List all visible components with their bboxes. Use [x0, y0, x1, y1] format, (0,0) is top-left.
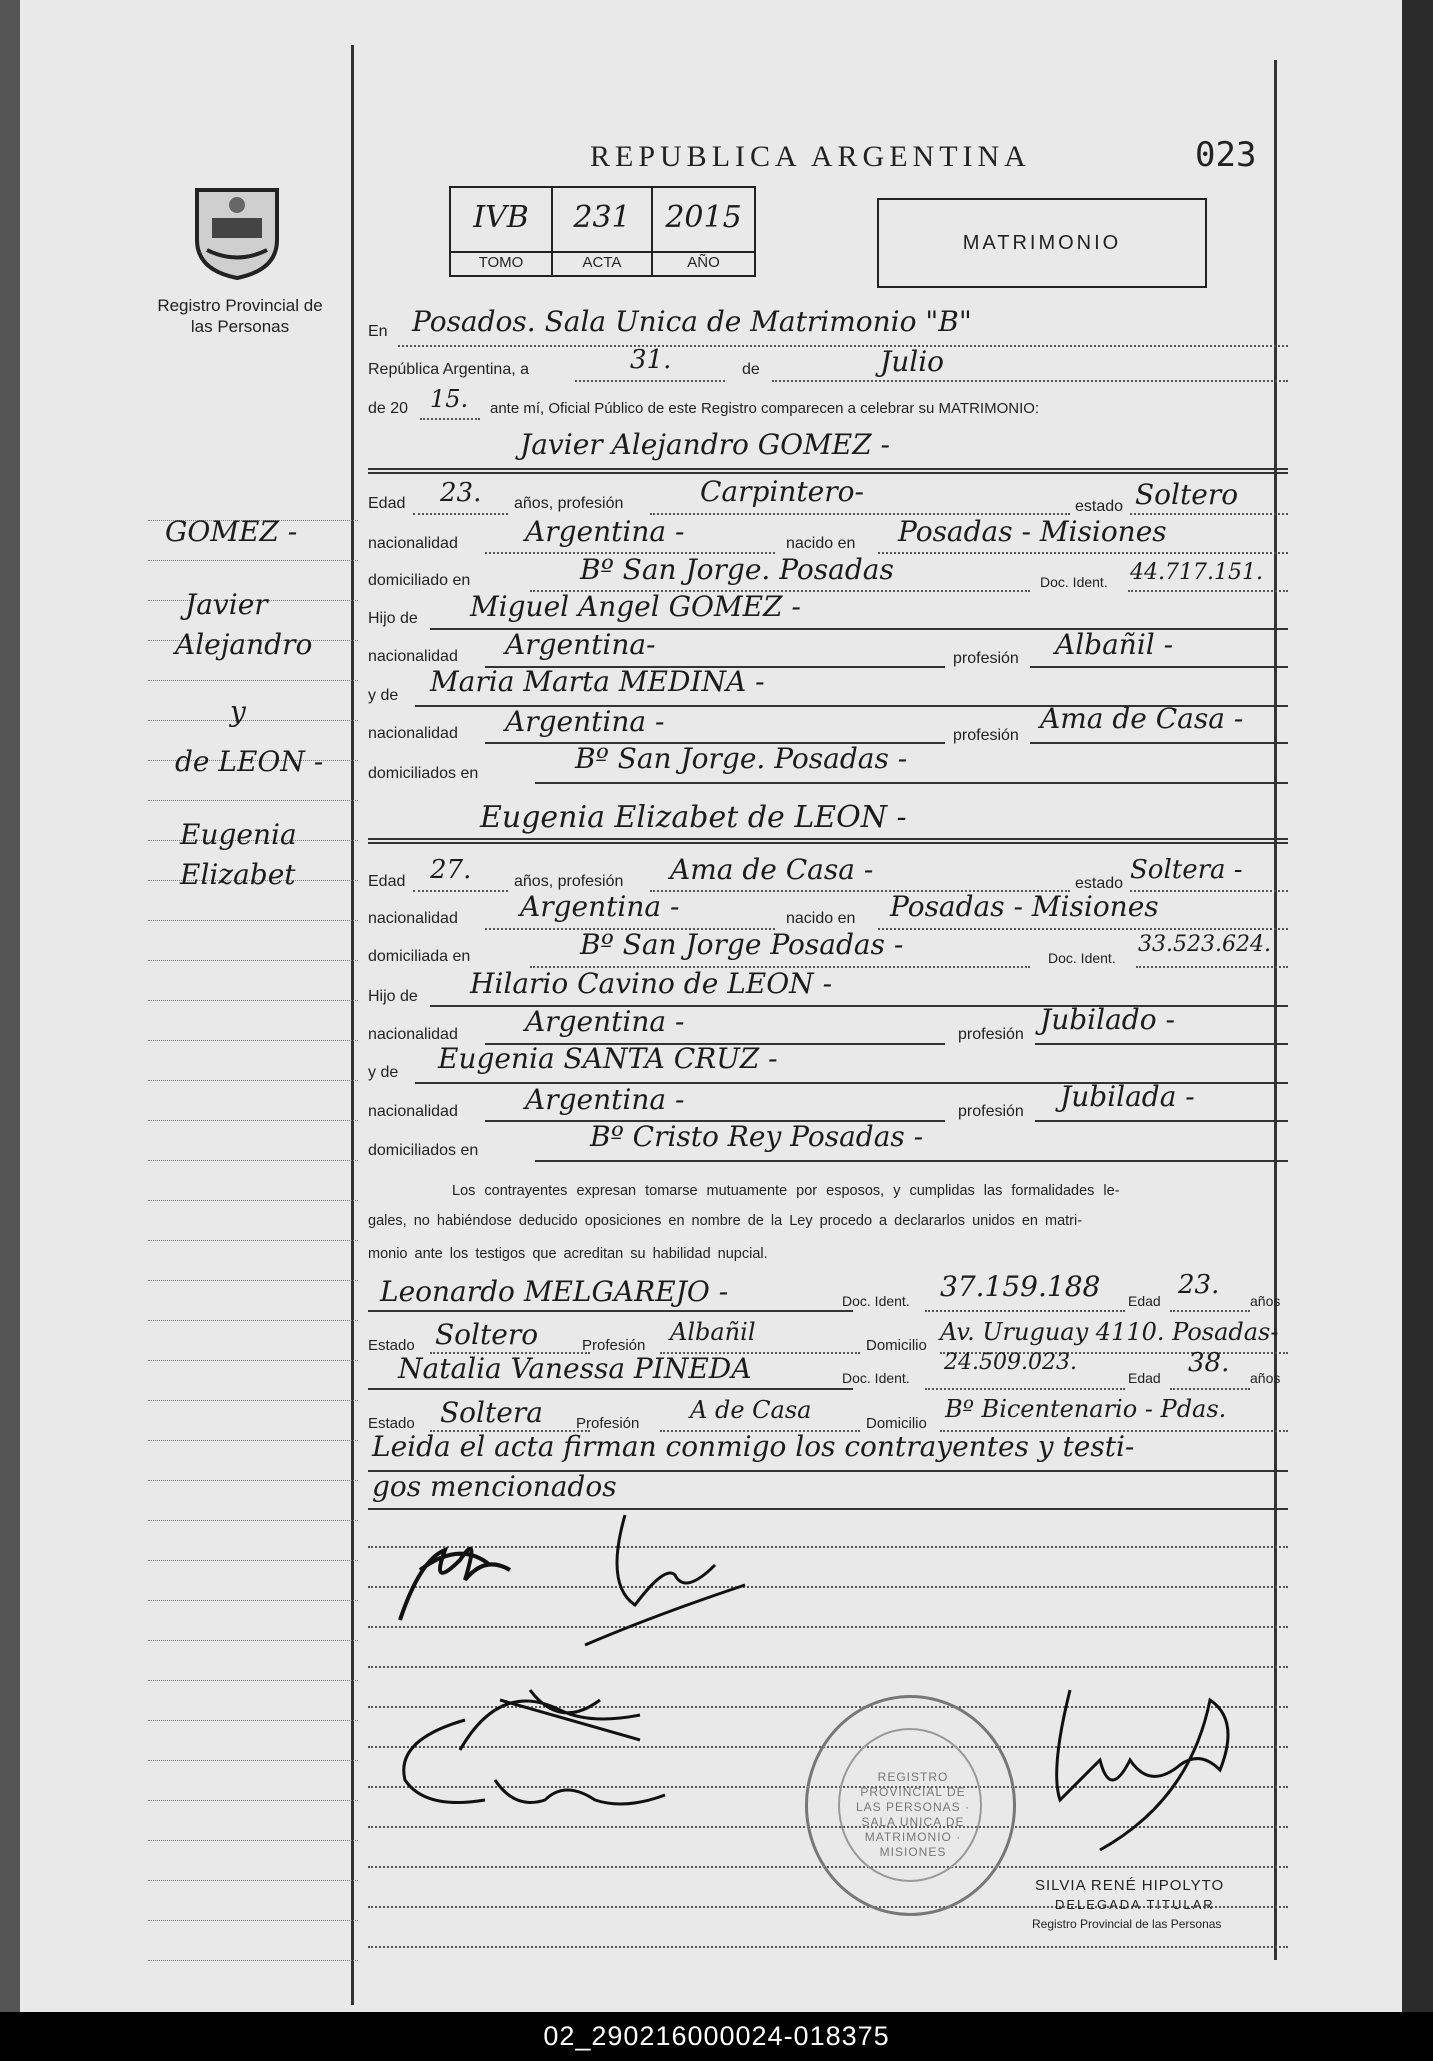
groom-nac-label: nacionalidad [368, 535, 458, 552]
left-page-edge [0, 0, 20, 2012]
witness-2-edad-label: Edad [1128, 1370, 1161, 1386]
republica-label: República Argentina, a [368, 361, 529, 378]
bride-parents-dom-label: domiciliados en [368, 1142, 479, 1159]
witness-1-estado: Soltero [435, 1318, 539, 1351]
bride-edad-label: Edad [368, 873, 406, 890]
declaration-line-2: gales, no habiéndose deducido oposiciones en nombre de la Ley procedo a declararlos unidos en matri- [368, 1213, 1083, 1229]
groom-nacionalidad: Argentina - [525, 515, 685, 548]
province-seal-icon [182, 180, 292, 280]
margin-note-first: Javier [185, 588, 268, 621]
groom-father-prof: Albañil - [1055, 628, 1174, 661]
acta-label: ACTA [582, 254, 622, 271]
bride-dom-label: domiciliada en [368, 948, 471, 965]
month-value: Julio [880, 345, 945, 378]
margin-note-bride-second: Elizabet [180, 858, 296, 891]
margin-note-bride-surname: de LEON - [175, 745, 324, 778]
en-label: En [368, 323, 388, 340]
signature-official [1040, 1680, 1250, 1860]
witness-2-doc-label: Doc. Ident. [842, 1370, 910, 1386]
page-number: 023 [1195, 135, 1257, 175]
acta-value: 231 [573, 200, 631, 235]
witness-1-dom: Av. Uruguay 4110. Posadas- [940, 1318, 1279, 1346]
bride-profesion: Ama de Casa - [670, 853, 874, 886]
official-title: DELEGADA TITULAR [1055, 1897, 1215, 1912]
place-value: Posados. Sala Unica de Matrimonio "B" [412, 305, 972, 338]
groom-edad-label: Edad [368, 495, 406, 512]
document-page [20, 0, 1402, 2012]
left-margin-rule [351, 45, 354, 2005]
tomo-acta-ano-box [449, 186, 756, 277]
groom-father-nac-label: nacionalidad [368, 648, 458, 665]
closing-line-1: Leida el acta firman conmigo los contrayentes y testi- [372, 1430, 1135, 1463]
margin-note-surname: GOMEZ - [165, 515, 298, 548]
bride-mother-label: y de [368, 1064, 399, 1081]
groom-doc: 44.717.151. [1130, 560, 1263, 585]
groom-father-nac: Argentina- [505, 628, 656, 661]
witness-1-estado-label: Estado [368, 1337, 415, 1354]
groom-dom-label: domiciliado en [368, 572, 471, 589]
groom-profesion: Carpintero- [700, 475, 864, 508]
act-type: MATRIMONIO [962, 232, 1122, 254]
witness-2-dom-label: Domicilio [866, 1415, 927, 1432]
bride-parents-dom: Bº Cristo Rey Posadas - [590, 1120, 924, 1153]
witness-1-name: Leonardo MELGAREJO - [380, 1275, 729, 1308]
witness-1-prof-label: Profesión [582, 1337, 646, 1354]
witness-1-prof: Albañil [670, 1318, 756, 1346]
country-title: REPUBLICA ARGENTINA [590, 140, 1031, 173]
witness-1-doc: 37.159.188 [940, 1270, 1101, 1303]
groom-mother-nac-label: nacionalidad [368, 725, 458, 742]
witness-1-dom-label: Domicilio [866, 1337, 927, 1354]
groom-estado: Soltero [1135, 478, 1239, 511]
comparecen-text: ante mí, Oficial Público de este Registro comparecen a celebrar su MATRIMONIO: [490, 400, 1040, 417]
witness-2-estado: Soltera [440, 1396, 543, 1429]
tomo-label: TOMO [478, 254, 524, 271]
groom-parents-dom: Bº San Jorge. Posadas - [575, 742, 908, 775]
witness-2-anos-label: años [1250, 1370, 1281, 1386]
bride-domicilio: Bº San Jorge Posadas - [580, 928, 904, 961]
witness-2-name: Natalia Vanessa PINEDA [398, 1352, 752, 1385]
bride-edad: 27. [430, 855, 472, 885]
bride-name: Eugenia Elizabet de LEON - [480, 800, 907, 835]
ano-value: 2015 [665, 200, 742, 235]
groom-mother: Maria Marta MEDINA - [430, 665, 765, 698]
bride-doc: 33.523.624. [1138, 932, 1271, 957]
ano-label: AÑO [687, 254, 720, 271]
witness-1-edad-label: Edad [1128, 1293, 1161, 1309]
groom-domicilio: Bº San Jorge. Posadas [580, 553, 894, 586]
groom-hijo-label: Hijo de [368, 610, 418, 627]
bride-father-nac: Argentina - [525, 1005, 685, 1038]
margin-note-and: y [230, 695, 246, 728]
witness-2-prof: A de Casa [690, 1396, 812, 1424]
witness-2-estado-label: Estado [368, 1415, 415, 1432]
declaration-line-1: Los contrayentes expresan tomarse mutuamente por esposos, y cumplidas las formalidades le- [452, 1183, 1120, 1199]
witness-2-edad: 38. [1188, 1348, 1230, 1378]
bride-nacionalidad: Argentina - [520, 890, 680, 923]
witness-2-dom: Bº Bicentenario - Pdas. [945, 1395, 1227, 1423]
witness-1-anos-label: años [1250, 1293, 1281, 1309]
official-stamp [805, 1695, 1016, 1916]
margin-note-bride-first: Eugenia [180, 818, 297, 851]
year-value: 15. [430, 385, 469, 413]
margin-note-second: Alejandro [175, 628, 313, 661]
de-label: de [742, 361, 760, 378]
groom-nacido-label: nacido en [786, 535, 856, 552]
groom-parents-dom-label: domiciliados en [368, 765, 479, 782]
declaration-line-3: monio ante los testigos que acreditan su habilidad nupcial. [368, 1246, 768, 1262]
official-stamp-text: REGISTRO PROVINCIAL DE LAS PERSONAS · SALA UNICA DE MATRIMONIO · MISIONES [855, 1770, 971, 1859]
day-value: 31. [630, 345, 672, 375]
bride-mother-nac-label: nacionalidad [368, 1103, 458, 1120]
witness-1-doc-label: Doc. Ident. [842, 1293, 910, 1309]
bride-mother-prof: Jubilada - [1060, 1080, 1195, 1113]
groom-mother-label: y de [368, 687, 399, 704]
bride-nacido-label: nacido en [786, 910, 856, 927]
bride-father-nac-label: nacionalidad [368, 1026, 458, 1043]
groom-mother-nac: Argentina - [505, 705, 665, 738]
registry-name: Registro Provincial de las Personas [157, 296, 323, 336]
bride-mother-prof-label: profesión [958, 1103, 1024, 1120]
signature-groom [390, 1500, 530, 1640]
bride-father: Hilario Cavino de LEON - [470, 967, 833, 1000]
witness-2-prof-label: Profesión [576, 1415, 640, 1432]
de20-label: de 20 [368, 400, 409, 417]
witness-2-doc: 24.509.023. [944, 1350, 1077, 1375]
bride-doc-label: Doc. Ident. [1048, 950, 1116, 966]
groom-edad: 23. [440, 478, 482, 508]
bride-father-prof: Jubilado - [1040, 1003, 1175, 1036]
bride-father-prof-label: profesión [958, 1026, 1024, 1043]
province-seal [182, 180, 292, 280]
signature-witness-2 [395, 1710, 715, 1830]
bride-mother-nac: Argentina - [525, 1083, 685, 1116]
bride-nacido: Posadas - Misiones [890, 890, 1159, 923]
witness-1-edad: 23. [1178, 1270, 1220, 1300]
groom-anos-label: años, profesión [514, 495, 624, 512]
signature-bride [565, 1505, 765, 1655]
closing-line-2: gos mencionados [372, 1470, 617, 1503]
bride-nac-label: nacionalidad [368, 910, 458, 927]
bride-estado-label: estado [1075, 875, 1124, 892]
bride-estado: Soltera - [1130, 855, 1243, 885]
groom-name: Javier Alejandro GOMEZ - [520, 428, 891, 461]
bride-mother: Eugenia SANTA CRUZ - [438, 1042, 778, 1075]
groom-mother-prof: Ama de Casa - [1040, 702, 1244, 735]
bride-hijo-label: Hijo de [368, 988, 418, 1005]
groom-nacido: Posadas - Misiones [898, 515, 1167, 548]
official-registry: Registro Provincial de las Personas [1032, 1917, 1222, 1931]
bride-anos-label: años, profesión [514, 873, 624, 890]
groom-father-prof-label: profesión [953, 650, 1019, 667]
scan-id-footer: 02_290216000024-018375 [0, 2012, 1433, 2061]
act-type-box [877, 198, 1207, 288]
groom-father: Miguel Angel GOMEZ - [470, 590, 801, 623]
groom-estado-label: estado [1075, 498, 1124, 515]
tomo-value: IVB [473, 200, 529, 235]
groom-mother-prof-label: profesión [953, 727, 1019, 744]
groom-doc-label: Doc. Ident. [1040, 574, 1108, 590]
official-name: SILVIA RENÉ HIPOLYTO [1035, 1877, 1225, 1894]
